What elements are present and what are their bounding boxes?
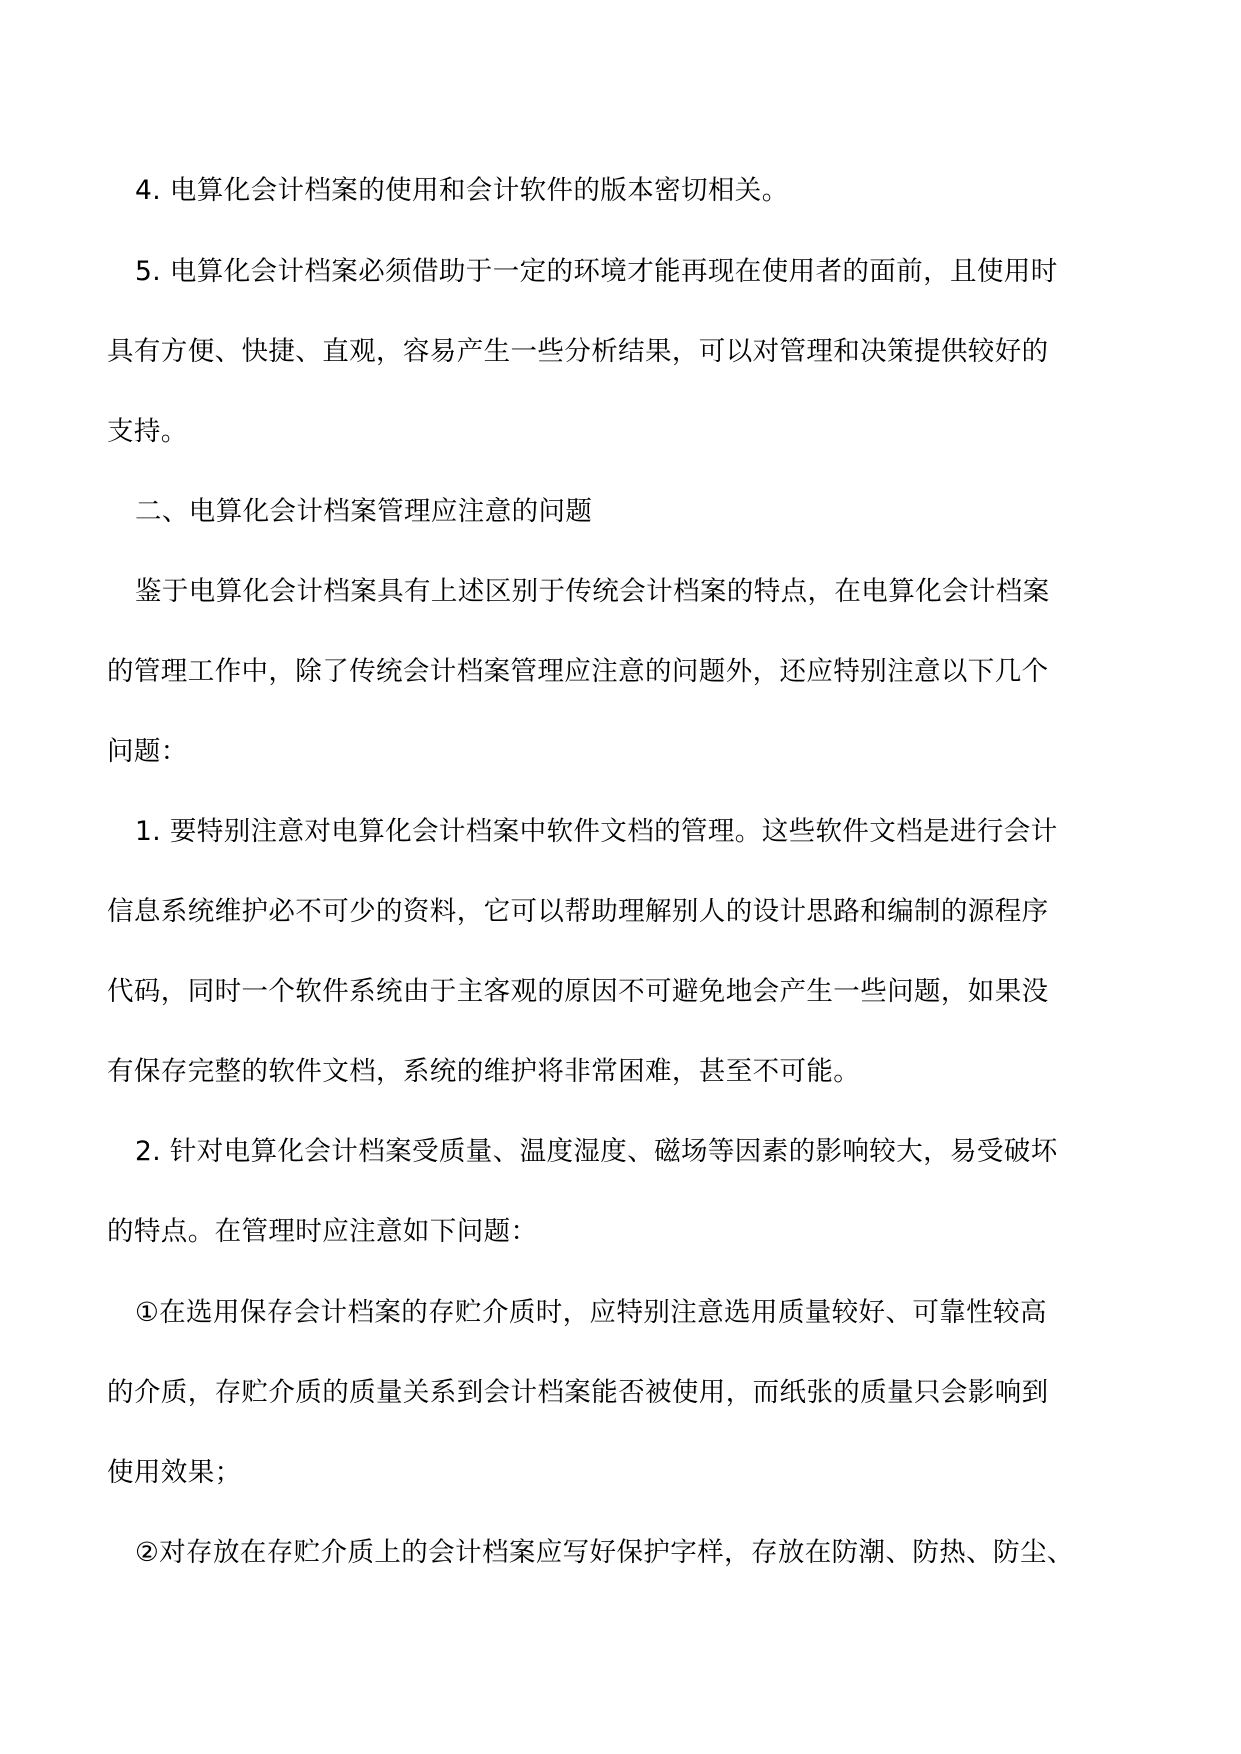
text-line-item-4: 4. 电算化会计档案的使用和会计软件的版本密切相关。: [135, 175, 789, 206]
text-line: 信息系统维护必不可少的资料，它可以帮助理解别人的设计思路和编制的源程序: [107, 896, 1049, 927]
text-line: 具有方便、快捷、直观，容易产生一些分析结果，可以对管理和决策提供较好的: [107, 336, 1049, 367]
text-line-item-2: 2. 针对电算化会计档案受质量、温度湿度、磁场等因素的影响较大，易受破坏: [135, 1136, 1058, 1167]
text-line: 鉴于电算化会计档案具有上述区别于传统会计档案的特点，在电算化会计档案: [135, 576, 1050, 607]
text-line: 的管理工作中，除了传统会计档案管理应注意的问题外，还应特别注意以下几个: [107, 656, 1049, 687]
text-line-subitem-2: ②对存放在存贮介质上的会计档案应写好保护字样，存放在防潮、防热、防尘、: [135, 1537, 1074, 1568]
section-heading: 二、电算化会计档案管理应注意的问题: [135, 496, 593, 527]
text-line: 使用效果；: [107, 1457, 242, 1488]
text-line-item-5: 5. 电算化会计档案必须借助于一定的环境才能再现在使用者的面前，且使用时: [135, 256, 1058, 287]
text-line: 代码，同时一个软件系统由于主客观的原因不可避免地会产生一些问题，如果没: [107, 976, 1049, 1007]
text-line-item-1: 1. 要特别注意对电算化会计档案中软件文档的管理。这些软件文档是进行会计: [135, 816, 1058, 847]
text-line-subitem-1: ①在选用保存会计档案的存贮介质时，应特别注意选用质量较好、可靠性较高: [135, 1297, 1047, 1328]
text-line: 支持。: [107, 416, 188, 447]
text-line: 的介质，存贮介质的质量关系到会计档案能否被使用，而纸张的质量只会影响到: [107, 1377, 1049, 1408]
text-line: 问题：: [107, 736, 188, 767]
text-line: 的特点。在管理时应注意如下问题：: [107, 1216, 538, 1247]
text-line: 有保存完整的软件文档，系统的维护将非常困难，甚至不可能。: [107, 1056, 861, 1087]
